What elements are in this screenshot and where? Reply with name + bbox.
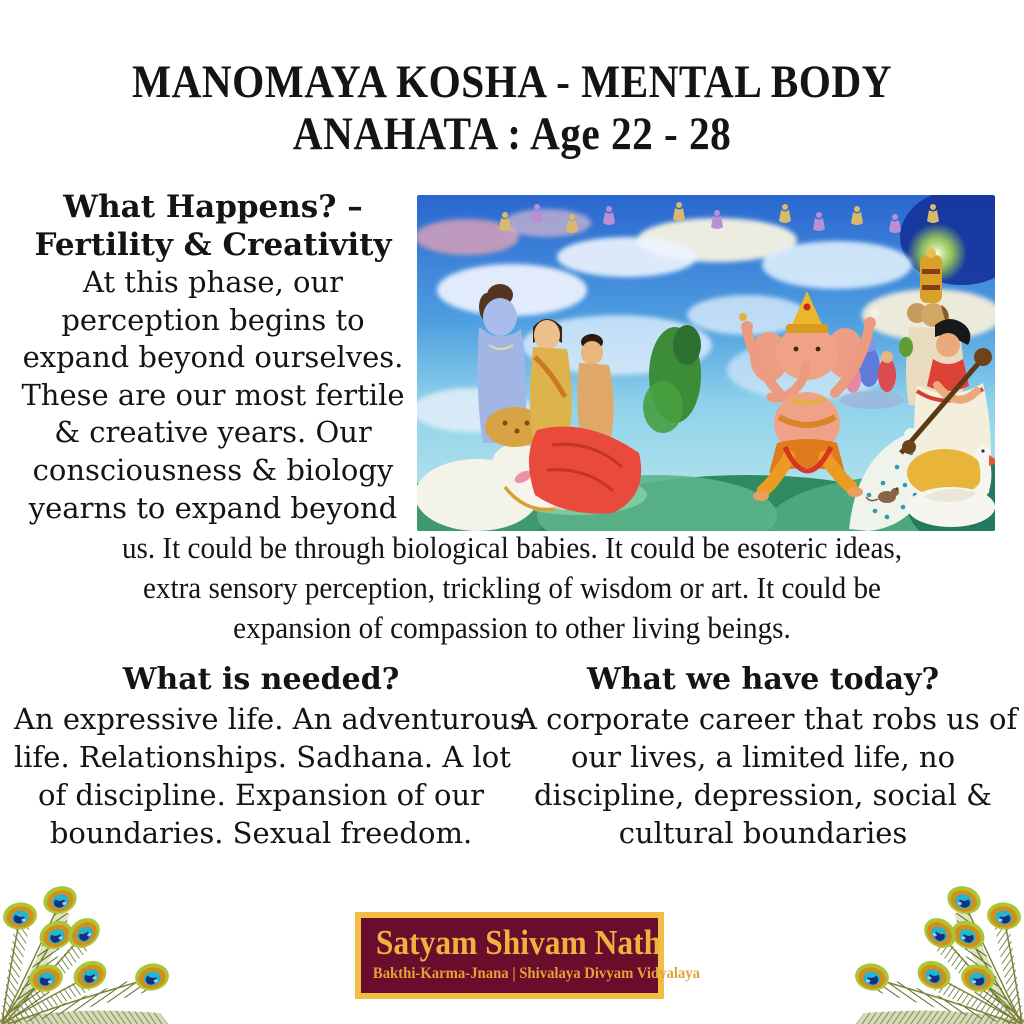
what-happens-heading: Fertility & Creativity (34, 227, 392, 263)
what-we-have-today-line: discipline, depression, social & (533, 778, 992, 812)
what-is-needed-line: life. Relationships. Sadhana. A lot (14, 740, 511, 774)
what-happens-text-line: expand beyond ourselves. (22, 340, 404, 375)
what-is-needed-line: boundaries. Sexual freedom. (49, 816, 473, 850)
brand-subtitle: Bakthi-Karma-Jnana | Shivalaya Divyam Vidyalaya (372, 965, 701, 982)
what-we-have-today-line: A corporate career that robs us of (516, 702, 1018, 736)
what-happens-text-line: yearns to expand beyond (28, 490, 398, 525)
continuation-line: us. It could be through biological babies. It could be esoteric ideas, (121, 530, 903, 565)
brand-title: Satyam Shivam Nath (375, 923, 662, 962)
deities-illustration (417, 195, 995, 531)
continuation-paragraph (31, 528, 994, 648)
what-is-needed-line: of discipline. Expansion of our (37, 778, 485, 812)
peacock-feathers-left (0, 882, 171, 1024)
what-happens-text-line: & creative years. Our (54, 415, 372, 450)
peacock-feathers-right (853, 882, 1024, 1024)
what-is-needed-line: An expressive life. An adventurous (14, 702, 525, 736)
what-is-needed-heading: What is needed? (122, 662, 400, 697)
title-line-1: MANOMAYA KOSHA - MENTAL BODY (132, 56, 892, 108)
what-we-have-today-section (516, 660, 1018, 852)
what-happens-section (14, 188, 412, 527)
what-we-have-today-heading: What we have today? (586, 662, 940, 697)
continuation-line: expansion of compassion to other living beings. (233, 610, 791, 645)
what-we-have-today-line: cultural boundaries (618, 816, 908, 850)
what-we-have-today-line: our lives, a limited life, no (570, 740, 956, 774)
deities-illustration-svg (417, 195, 995, 531)
continuation-line: extra sensory perception, trickling of wisdom or art. It could be (142, 570, 882, 605)
what-happens-text-line: perception begins to (61, 302, 365, 337)
what-is-needed-section (14, 660, 525, 852)
what-happens-text-line: At this phase, our (82, 265, 344, 299)
page-title (61, 56, 962, 160)
what-happens-heading: What Happens? – (63, 189, 363, 225)
title-line-2: ANAHATA : Age 22 - 28 (292, 108, 732, 160)
what-happens-text-line: These are our most fertile (21, 377, 405, 412)
brand-banner (355, 912, 701, 999)
what-happens-text-line: consciousness & biology (32, 452, 394, 487)
